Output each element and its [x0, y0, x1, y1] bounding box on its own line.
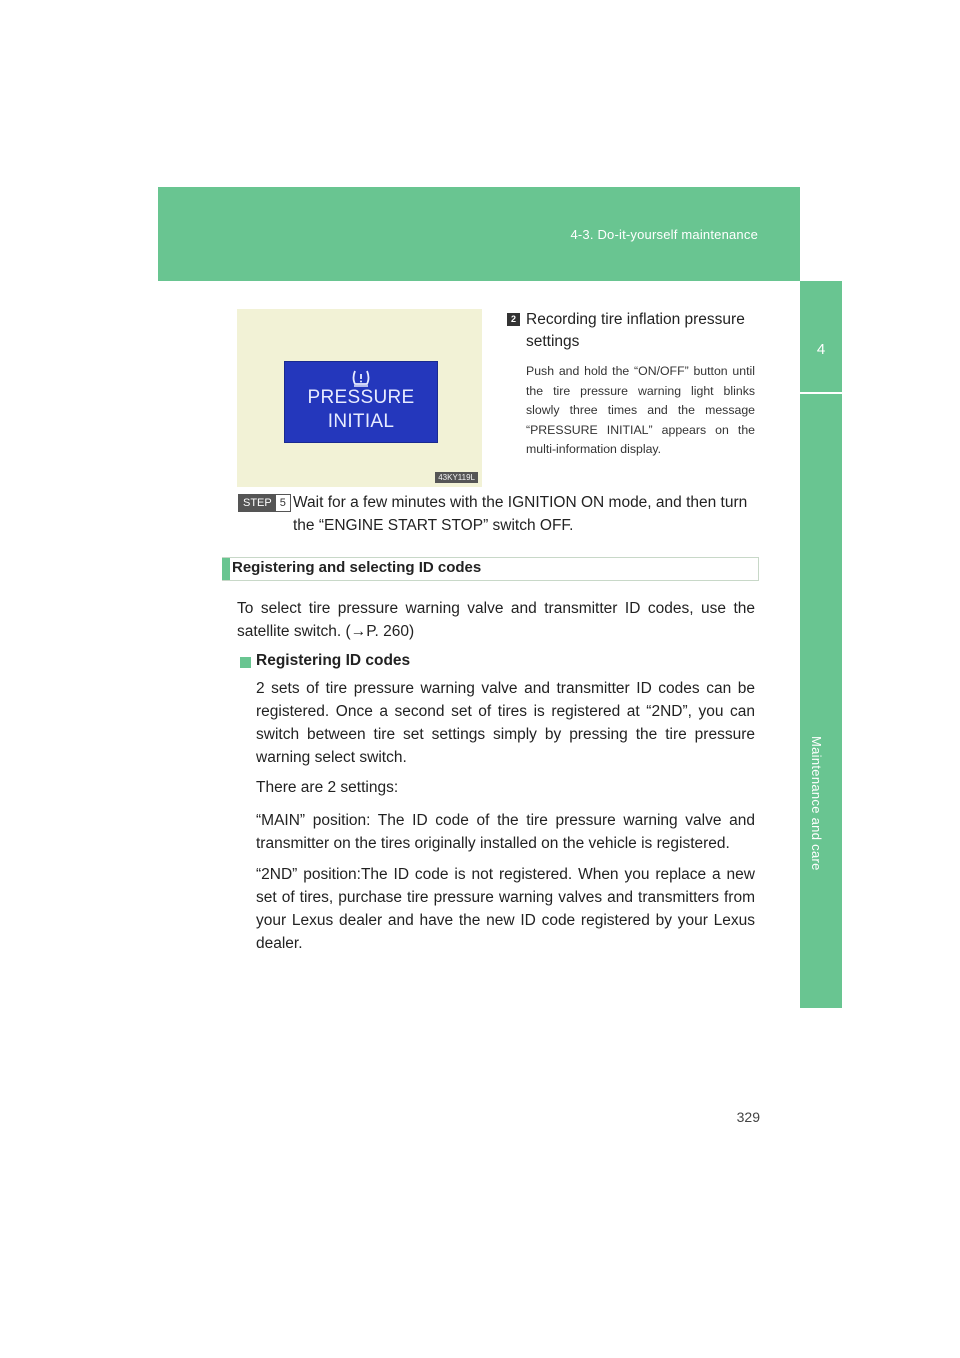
registering-title: Registering ID codes	[256, 652, 411, 669]
header-band	[158, 187, 800, 281]
display-text-line1: PRESSURE	[307, 387, 415, 408]
step-badge-number: 5	[276, 495, 290, 511]
registering-paragraph-3: “MAIN” position: The ID code of the tire pressure warning valve and transmitter on the tires originally installed on the vehicle is registered.	[256, 812, 755, 852]
page-number: 329	[736, 1109, 760, 1125]
sub-step-marker: 2	[507, 313, 520, 326]
bullet-square-icon	[240, 657, 251, 668]
figure-code: 43KY119L	[435, 472, 478, 483]
chapter-side-tab	[800, 281, 842, 1008]
registering-paragraph-4: “2ND” position:The ID code is not registered. When you replace a new set of tires, purchase tire pressure warning valves and transmitters from your Lexus dealer and have the new ID code registered by your Lexus dealer.	[256, 866, 755, 952]
side-tab-divider	[800, 392, 842, 394]
section-heading-accent	[222, 558, 230, 580]
chapter-number: 4	[816, 341, 826, 358]
section-header: 4-3. Do-it-yourself maintenance	[570, 227, 758, 242]
step-badge	[238, 494, 291, 512]
multi-information-display	[284, 361, 438, 443]
registering-paragraph-1: 2 sets of tire pressure warning valve and transmitter ID codes can be registered. Once a second set of tires is registered at “2ND”, you can switch between tire set settings simply by pressing the tire pressure warning select switch.	[256, 680, 755, 766]
chapter-label: Maintenance and care	[809, 736, 824, 871]
registering-paragraph-2: There are 2 settings:	[256, 779, 399, 796]
step5-text: Wait for a few minutes with the IGNITION ON mode, and then turn the “ENGINE START STOP” switch OFF.	[293, 494, 748, 534]
display-text-line2: INITIAL	[327, 411, 395, 432]
pressure-initial-figure	[237, 309, 482, 487]
sub-step-title: Recording tire inflation pressure settings	[526, 311, 745, 350]
section-intro: To select tire pressure warning valve and transmitter ID codes, use the satellite switch. (→P. 260)	[237, 600, 755, 640]
section-title: Registering and selecting ID codes	[232, 559, 482, 576]
step-badge-word: STEP	[239, 495, 276, 511]
tire-pressure-warning-icon	[350, 368, 372, 388]
sub-step-body: Push and hold the “ON/OFF” button until the tire pressure warning light blinks slowly three times and the message “PRESSURE INITIAL” appears on the multi-information display.	[526, 364, 755, 456]
